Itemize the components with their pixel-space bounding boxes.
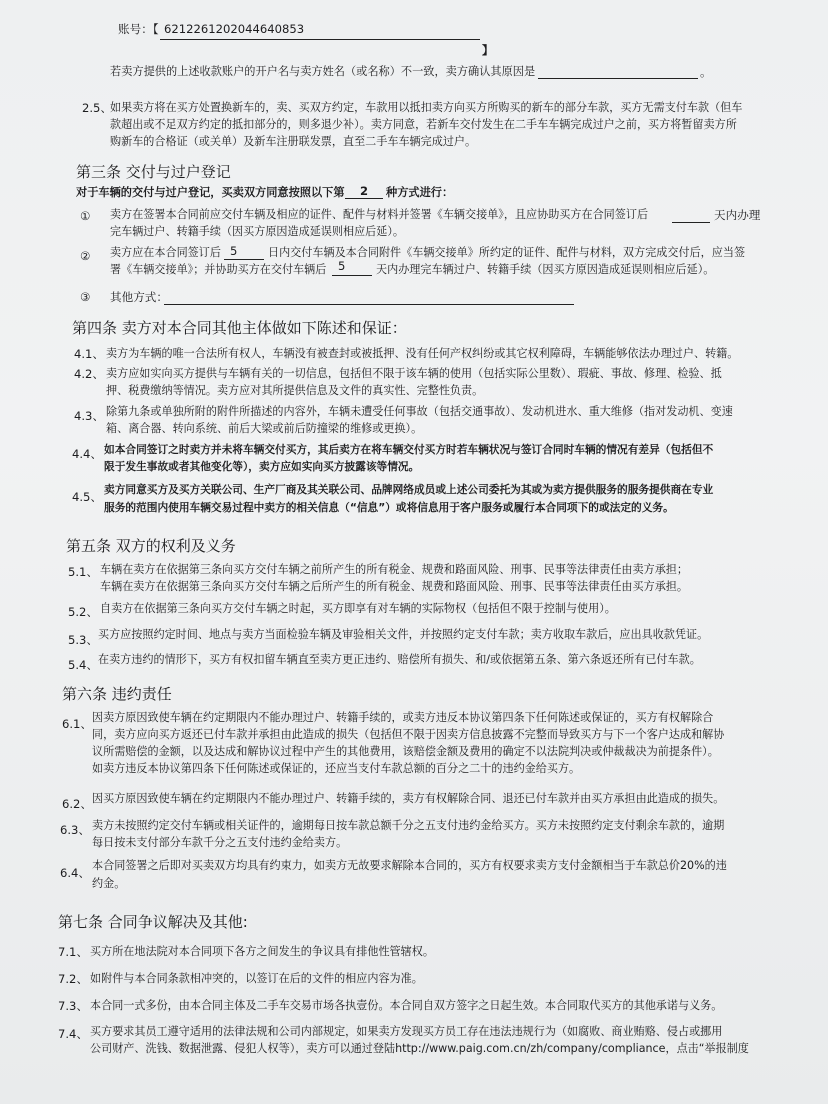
- clause-line: 购新车的合格证（或关单）及新车注册联发票，直至二手车车辆完成过户。: [110, 135, 477, 148]
- clause-line: 本合同签署之后即对买卖双方均具有约束力，如卖方无故要求解除本合同的，买方有权要求卖方支付金额相当于车款总价20%的违: [92, 859, 727, 872]
- days-underline: [224, 259, 264, 260]
- clause-line: 车辆在卖方在依据第三条向买方交付车辆之后所产生的所有税金、规费和路面风险、刑事、民事等法律责任由买方承担。: [100, 580, 688, 593]
- clause-number: 6.1、: [62, 717, 93, 731]
- transfer-days: 5: [338, 259, 346, 273]
- clause-number: 7.4、: [58, 1027, 89, 1041]
- account-number: 6212261202044640853: [164, 22, 305, 36]
- clause-line: 在卖方违约的情形下，买方有权扣留车辆直至卖方更正违约、赔偿所有损失、和/或依据第五条、第六条返还所有已付车款。: [98, 653, 701, 666]
- section-3-title: 第三条 交付与过户登记: [76, 163, 231, 181]
- option-marker: ②: [80, 249, 91, 263]
- clause-line: 车辆在卖方在依据第三条向买方交付车辆之前所产生的所有税金、规费和路面风险、刑事、民事等法律责任由卖方承担；: [100, 563, 688, 576]
- clause-line: 如附件与本合同条款相冲突的，以签订在后的文件的相应内容为准。: [90, 972, 423, 985]
- option-2-line: 卖方应在本合同签订后: [110, 246, 221, 259]
- account-close-bracket: 】: [482, 43, 494, 57]
- clause-line: 卖方同意买方及买方关联公司、生产厂商及其关联公司、品牌网络成员或上述公司委托为其或为卖方提供服务的服务提供商在专业: [104, 483, 714, 496]
- section-3-lead-end: 种方式进行：: [386, 186, 454, 199]
- account-underline: [160, 39, 480, 40]
- clause-number: 6.4、: [60, 866, 91, 880]
- section-5-title: 第五条 双方的权利及义务: [66, 537, 236, 555]
- clause-number: 7.3、: [58, 999, 89, 1013]
- choice-underline: [345, 198, 383, 199]
- clause-line: 卖方应如实向买方提供与车辆有关的一切信息，包括但不限于该车辆的使用（包括实际公里数）、瑕疵、事故、修理、检验、抵: [106, 367, 722, 380]
- clause-line: 卖方未按照约定交付车辆或相关证件的，逾期每日按车款总额千分之五支付违约金给买方。买方未按照约定支付剩余车款的，逾期: [92, 819, 725, 832]
- clause-number: 6.3、: [60, 823, 91, 837]
- clause-number: 5.2、: [68, 605, 99, 619]
- option-2-line: 日内交付车辆及本合同附件《车辆交接单》所约定的证件、配件与材料，双方完成交付后，应当签: [268, 246, 746, 259]
- section-3-lead: 对于车辆的交付与过户登记，买卖双方同意按照以下第: [76, 186, 345, 199]
- clause-line: 因买方原因致使车辆在约定期限内不能办理过户、转籍手续的，卖方有权解除合同、退还已付车款并由买方承担由此造成的损失。: [92, 792, 725, 805]
- section-7-title: 第七条 合同争议解决及其他:: [58, 913, 248, 931]
- clause-number: 5.1、: [68, 565, 99, 579]
- clause-number: 4.3、: [74, 409, 105, 423]
- clause-number: 7.1、: [58, 945, 89, 959]
- clause-line: 押、税费缴纳等情况。卖方应对其所提供信息及文件的真实性、完整性负责。: [106, 384, 484, 397]
- account-label: 账号：【: [118, 22, 159, 36]
- clause-line: 因卖方原因致使车辆在约定期限内不能办理过户、转籍手续的，或卖方违反本协议第四条下任何陈述或保证的，买方有权解除合: [92, 711, 714, 724]
- delivery-days: 5: [230, 244, 238, 258]
- intro-line: 若卖方提供的上述收款账户的开户名与卖方姓名（或名称）不一致，卖方确认其原因是: [110, 65, 536, 78]
- intro-line-end: 。: [700, 65, 712, 79]
- clause-number: 4.4、: [72, 447, 103, 461]
- other-method-blank: [164, 304, 574, 305]
- clause-number: 2.5、: [82, 101, 113, 115]
- clause-number: 4.1、: [74, 347, 105, 361]
- option-marker: ③: [80, 290, 91, 304]
- clause-number: 4.5、: [72, 490, 103, 504]
- days-blank: [672, 222, 710, 223]
- clause-line: 如本合同签订之时卖方并未将车辆交付买方，其后卖方在将车辆交付买方时若车辆状况与签订合同时车辆的情况有差异（包括但不: [104, 443, 714, 456]
- clause-line: 款超出或不足双方约定的抵扣部分的，则多退少补）。卖方同意，若新车交付发生在二手车车辆完成过户之前，买方将暂留卖方所: [110, 118, 737, 131]
- reason-blank: [538, 78, 698, 79]
- option-1-line-end: 天内办理: [714, 208, 761, 222]
- clause-line: 限于发生事故或者其他变化等），卖方应如实向买方披露该等情况。: [104, 460, 420, 473]
- section-6-title: 第六条 违约责任: [62, 685, 172, 703]
- option-1-line: 卖方在签署本合同前应交付车辆及相应的证件、配件与材料并签署《车辆交接单》，且应协助买方在合同签订后: [110, 208, 649, 221]
- clause-line: 如果卖方将在买方处置换新车的，卖、买双方约定，车款用以抵扣卖方向买方所购买的新车的部分车款，买方无需支付车款（但车: [110, 101, 743, 114]
- clause-number: 6.2、: [62, 797, 93, 811]
- clause-line: 本合同一式多份，由本合同主体及二手车交易市场各执壹份。本合同自双方签字之日起生效。本合同取代买方的其他承诺与义务。: [90, 999, 723, 1012]
- delivery-option-choice: 2: [360, 184, 369, 198]
- clause-line: 除第九条或单独所附的附件所描述的内容外，车辆未遭受任何事故（包括交通事故）、发动机进水、重大维修（指对发动机、变速: [106, 405, 733, 418]
- clause-line: 买方应按照约定时间、地点与卖方当面检验车辆及审验相关文件，并按照约定支付车款；卖方收取车款后，应出具收款凭证。: [98, 628, 709, 641]
- days-underline: [332, 275, 372, 276]
- clause-line: 自卖方在依据第三条向买方交付车辆之时起，买方即享有对车辆的实际物权（包括但不限于控制与使用）。: [100, 602, 616, 615]
- clause-number: 4.2、: [74, 367, 105, 381]
- clause-number: 5.4、: [68, 658, 99, 672]
- section-4-title: 第四条 卖方对本合同其他主体做如下陈述和保证：: [72, 319, 407, 337]
- clause-line: 买方要求其员工遵守适用的法律法规和公司内部规定，如果卖方发现买方员工存在违法违规行为（如腐败、商业贿赂、侵占或挪用: [90, 1025, 723, 1038]
- clause-line: 公司财产、洗钱、数据泄露、侵犯人权等），卖方可以通过登陆http://www.paig.com.cn/zh/company/compliance，点击“举报制度: [90, 1042, 749, 1055]
- clause-number: 5.3、: [68, 633, 99, 647]
- option-2-line: 天内办理完车辆过户、转籍手续（因买方原因造成延误则相应后延）。: [376, 263, 715, 276]
- option-1-line: 完车辆过户、转籍手续（因买方原因造成延误则相应后延）。: [110, 225, 404, 238]
- clause-line: 每日按未支付部分车款千分之五支付违约金给卖方。: [92, 836, 348, 849]
- clause-line: 箱、离合器、转向系统、前后大梁或前后防撞梁的维修或更换）。: [106, 422, 423, 435]
- clause-line: 买方所在地法院对本合同项下各方之间发生的争议具有排他性管辖权。: [90, 945, 434, 958]
- clause-number: 7.2、: [58, 972, 89, 986]
- option-2-line: 署《车辆交接单》；并协助买方在交付车辆后: [110, 263, 327, 276]
- option-marker: ①: [80, 209, 91, 223]
- clause-line: 同，卖方应向买方返还已付车款并承担由此造成的损失（包括但不限于因卖方信息披露不完整而导致买方与下一个客户达成和解协: [92, 728, 725, 741]
- clause-line: 如卖方违反本协议第四条下任何陈述或保证的，还应当支付车款总额的百分之二十的违约金给买方。: [92, 762, 581, 775]
- option-3-label: 其他方式：: [110, 290, 168, 304]
- clause-line: 议所需赔偿的金额，以及达成和解协议过程中产生的其他费用，该赔偿金额及费用的确定不以法院判决或仲裁裁决为前提条件）。: [92, 745, 719, 758]
- clause-line: 约金。: [92, 877, 126, 890]
- clause-line: 服务的范围内使用车辆交易过程中卖方的相关信息（“信息”）或将信息用于客户服务或履行本合同项下的或法定的义务。: [104, 501, 674, 514]
- clause-line: 卖方为车辆的唯一合法所有权人，车辆没有被查封或被抵押、没有任何产权纠纷或其它权利障碍，车辆能够依法办理过户、转籍。: [106, 347, 739, 360]
